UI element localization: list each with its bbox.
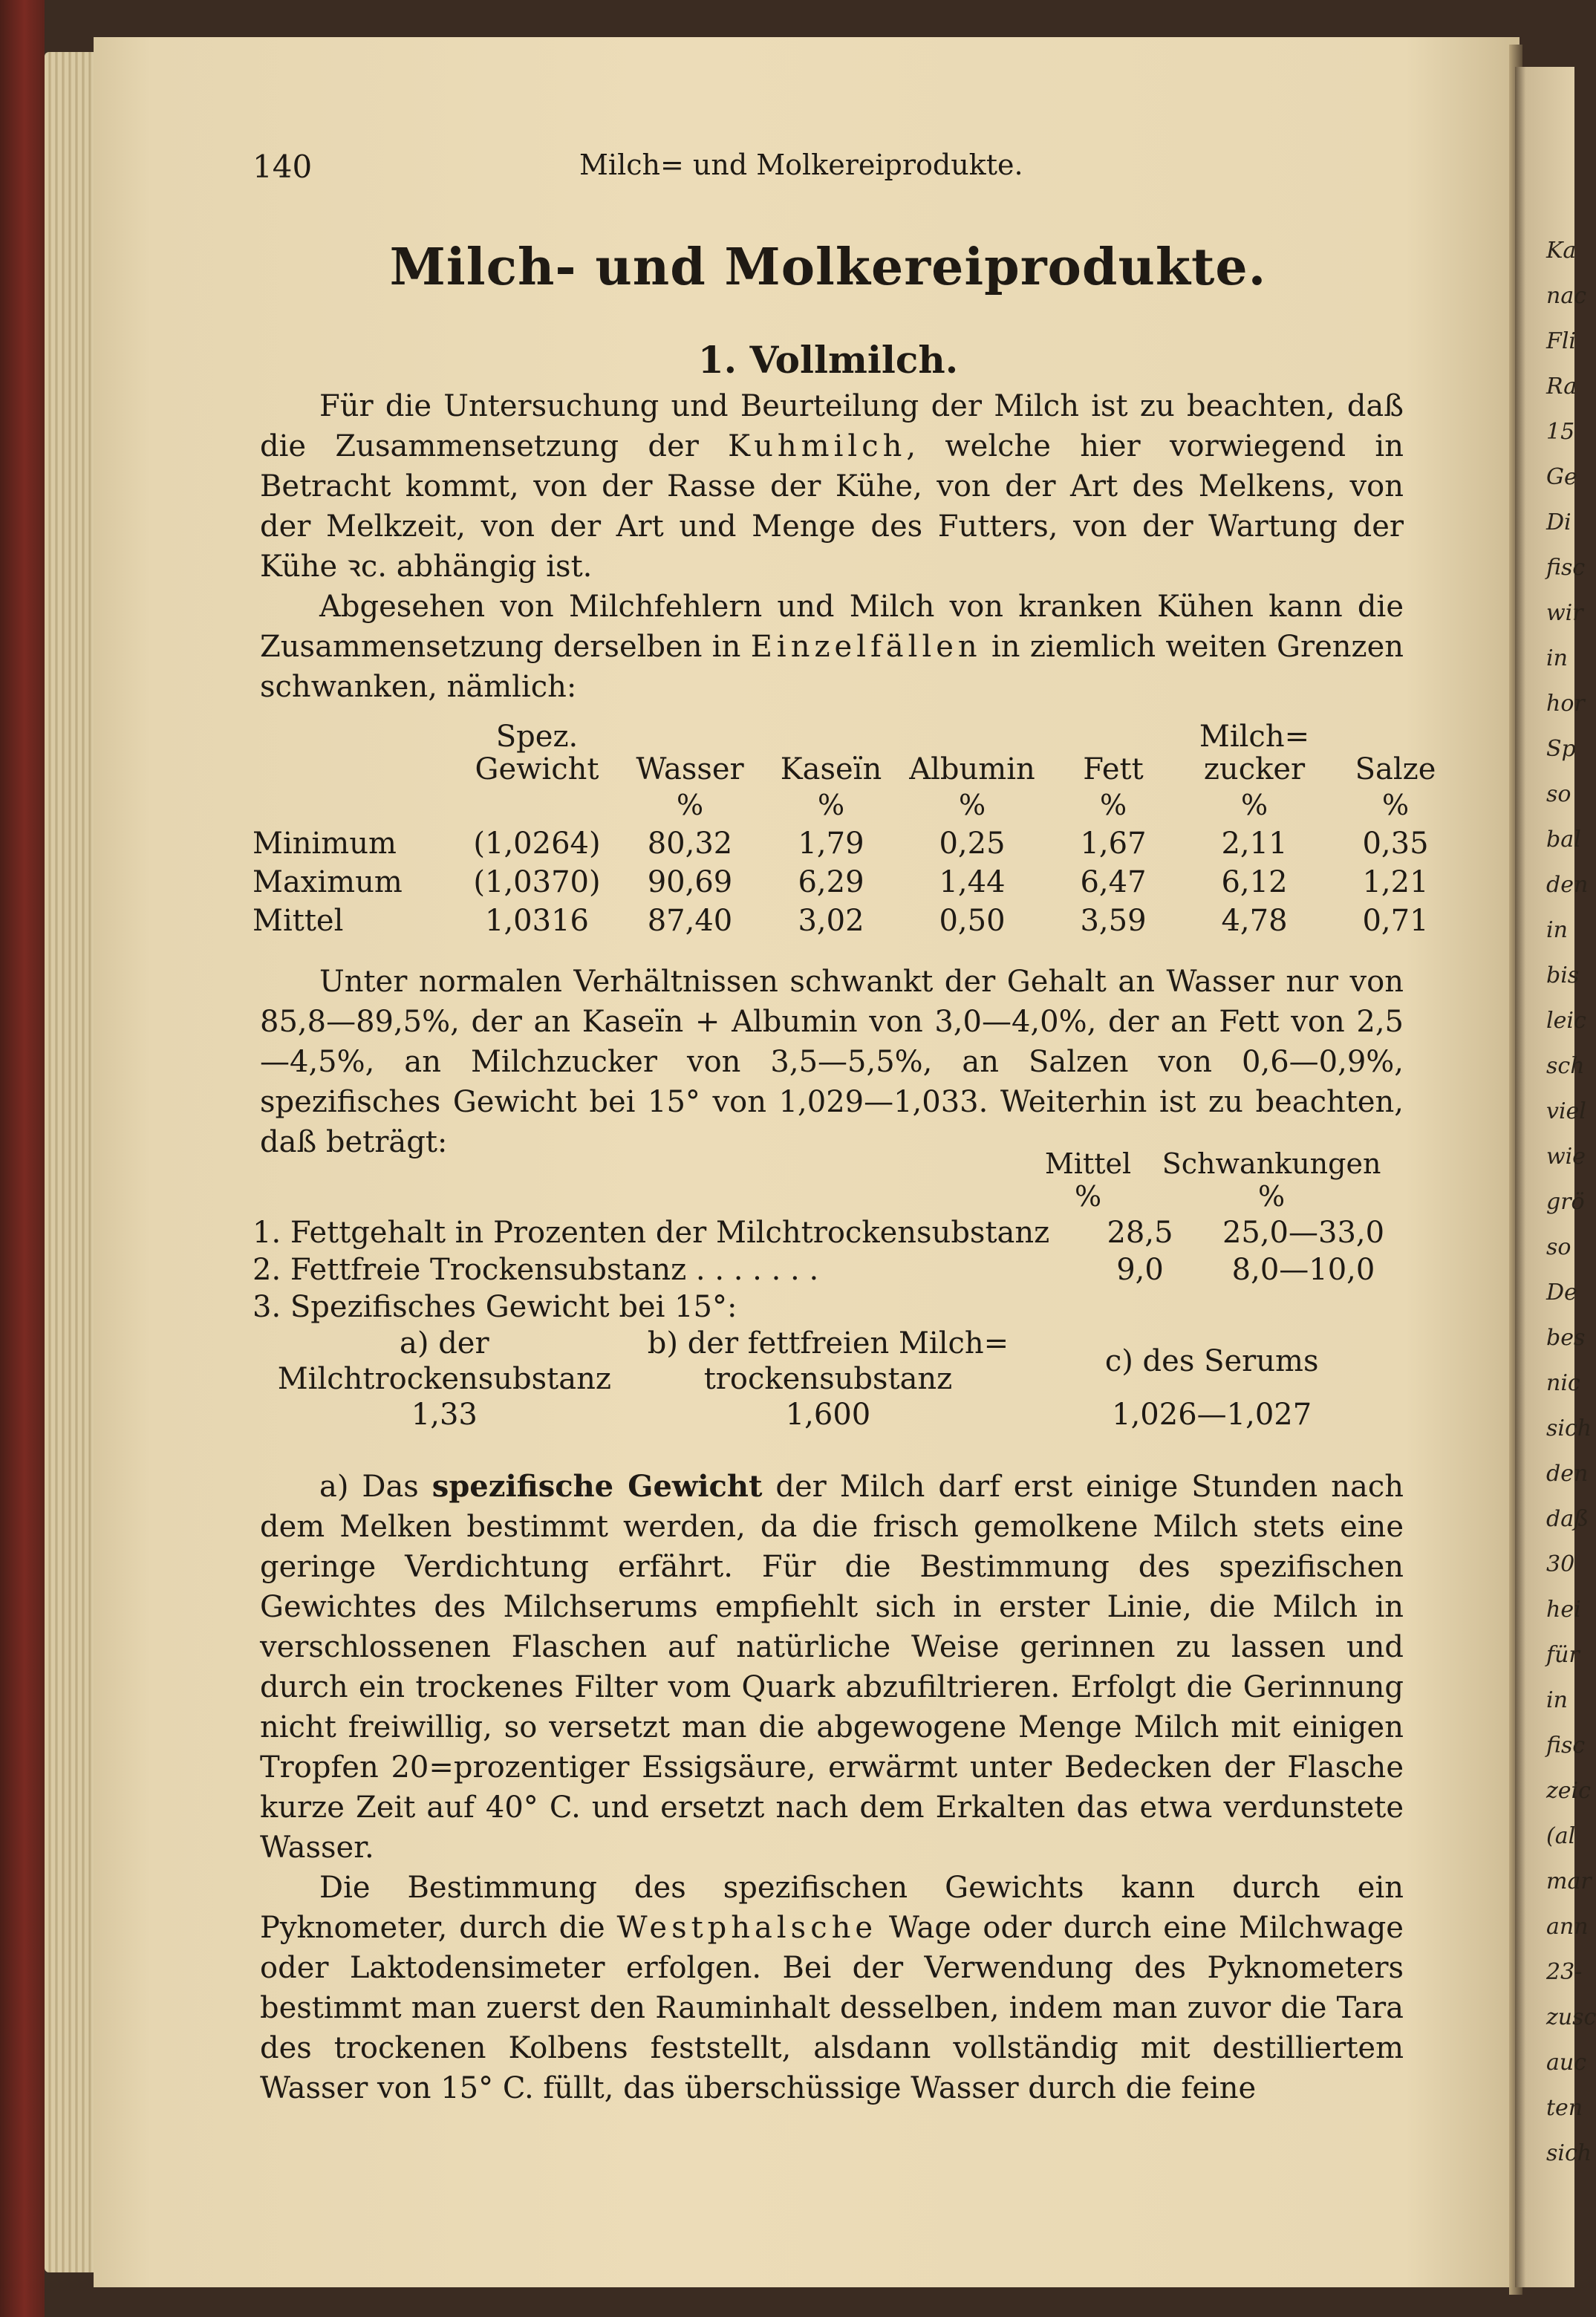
- list-label: 1. Fettgehalt in Prozenten der Milchtrockensubstanz: [253, 1216, 1050, 1250]
- next-page-fragment: in: [1546, 917, 1568, 943]
- spec-value-row: [253, 1397, 1404, 1433]
- next-page-fragment: Ka: [1546, 238, 1577, 264]
- para5-text-b: Wage oder durch eine Milchwage oder Laktodensimeter erfolgen. Bei der Verwendung des Pyknometers bestimmt man zuerst den Rauminhalt desselben, indem man zuvor die Tara des trockenen Kolbens feststellt, alsdann vollständig mit destilliertem Wasser von 15° C. füllt, das überschüssige Wasser durch die feine: [260, 1911, 1404, 2105]
- next-page-fragment: De: [1546, 1280, 1577, 1306]
- table-row: [253, 824, 1466, 863]
- table-cell: 6,29: [798, 865, 864, 899]
- next-page-fragment: auc: [1546, 2050, 1587, 2076]
- row-label: Maximum: [253, 865, 403, 899]
- next-page-fragment: den: [1546, 872, 1589, 898]
- list-item: [253, 1251, 1411, 1288]
- next-page-fragment: zeic: [1546, 1778, 1591, 1804]
- list-header-unit: %: [1074, 1180, 1102, 1213]
- para5-spaced: Westphalsche: [616, 1911, 878, 1945]
- list-range: 25,0—33,0: [1222, 1216, 1385, 1250]
- next-page-fragment: Sp: [1546, 736, 1576, 762]
- table-cell: 87,40: [647, 904, 733, 938]
- list-range: 8,0—10,0: [1231, 1253, 1375, 1287]
- next-page-margin: [1515, 67, 1596, 2287]
- table-cell: 1,79: [798, 827, 864, 861]
- table-cell: 90,69: [647, 865, 733, 899]
- next-page-fragment: bal: [1546, 827, 1581, 853]
- next-page-fragment: leic: [1546, 1008, 1586, 1034]
- para2-text-a: Abgesehen von Milchfehlern und Milch von kranken Kühen kann die Zusammensetzung derselben in: [260, 590, 1404, 664]
- table-cell: 1,21: [1362, 865, 1429, 899]
- table-header: Albumin: [909, 752, 1035, 786]
- next-page-fragment: 30: [1546, 1551, 1575, 1577]
- para2-spaced: Einzelfällen: [750, 630, 982, 664]
- table-header: Spez. Gewicht: [475, 720, 599, 786]
- para2-text-b: in ziemlich weiten Grenzen schwanken, nämlich:: [260, 630, 1404, 704]
- list-item: [253, 1214, 1411, 1251]
- next-page-fragment: (al: [1546, 1823, 1576, 1849]
- table-header: Salze: [1355, 752, 1436, 786]
- para5-text-a: Die Bestimmung des spezifischen Gewichts kann durch ein Pyknometer, durch die: [260, 1871, 1404, 1945]
- table-cell: 0,25: [939, 827, 1006, 861]
- next-page-fragment: hei: [1546, 1597, 1581, 1623]
- next-page-fragment: in: [1546, 1687, 1568, 1713]
- para4-bold: spezifische Gewicht: [431, 1469, 763, 1504]
- next-page-fragment: Di: [1546, 509, 1571, 535]
- next-page-fragment: ann: [1546, 1914, 1589, 1940]
- next-page-fragment: sich: [1546, 2140, 1592, 2166]
- para1-text: Für die Untersuchung und Beurteilung der Milch ist zu beachten, daß die Zusammensetzung der: [260, 389, 1404, 463]
- list-header-mittel: Mittel: [1044, 1147, 1132, 1180]
- next-page-fragment: in: [1546, 645, 1568, 671]
- table-cell: 4,78: [1221, 904, 1288, 938]
- next-page-fragment: daß: [1546, 1506, 1589, 1532]
- table-cell: (1,0370): [473, 865, 601, 899]
- table-unit: %: [1381, 789, 1410, 821]
- next-page-fragment: fisc: [1546, 1733, 1586, 1759]
- next-page-fragment: sch: [1546, 1053, 1585, 1079]
- table-unit: %: [676, 789, 704, 821]
- next-page-fragment: zusc: [1546, 2004, 1596, 2030]
- table-cell: 0,71: [1362, 904, 1429, 938]
- next-page-fragment: Fli: [1546, 328, 1577, 354]
- table-cell: 3,59: [1080, 904, 1147, 938]
- table-cell: 80,32: [647, 827, 733, 861]
- spec-label-row: [253, 1326, 1404, 1397]
- paragraph-specific-gravity: [260, 1467, 1404, 2108]
- next-page-fragment: für: [1546, 1642, 1580, 1668]
- table-unit-row: [253, 786, 1466, 824]
- row-label: Mittel: [253, 904, 344, 938]
- list-mittel: 9,0: [1116, 1253, 1164, 1287]
- table-unit-blank: [253, 786, 455, 824]
- paragraph-intro: [260, 386, 1404, 707]
- table-header: Fett: [1083, 752, 1144, 786]
- table-unit: %: [817, 789, 845, 821]
- next-page-fragment: den: [1546, 1461, 1589, 1487]
- next-page-fragment: Ge: [1546, 464, 1577, 490]
- next-page-fragment: nic: [1546, 1370, 1580, 1396]
- list-label: 3. Spezifisches Gewicht bei 15°:: [253, 1290, 737, 1324]
- book-spine: [0, 0, 45, 2317]
- page-number: 140: [253, 149, 313, 185]
- para4-text-b: der Milch darf erst einige Stunden nach dem Melken bestimmt werden, da die frisch gemolkene Milch stets eine geringe Verdichtung erfährt. Für die Bestimmung des spezifischen Gewichtes des Milchserums empfiehlt sich in erster Linie, die Milch in verschlossenen Flaschen auf natürliche Weise gerinnen zu lassen und durch ein trockenes Filter vom Quark abzufiltrieren. Erfolgt die Gerinnung nicht freiwillig, so versetzt man die abgewogene Menge Milch mit einigen Tropfen 20=prozentiger Essigsäure, erwärmt unter Bedecken der Flasche kurze Zeit auf 40° C. und ersetzt nach dem Erkalten das etwa verdunstete Wasser.: [260, 1470, 1404, 1865]
- next-page-fragment: grö: [1546, 1189, 1585, 1215]
- table-cell: 1,67: [1080, 827, 1147, 861]
- page-edges: [45, 52, 97, 2272]
- next-page-fragment: Ra: [1546, 374, 1577, 400]
- table-cell: 6,47: [1080, 865, 1147, 899]
- next-page-fragment: so: [1546, 781, 1571, 807]
- table-cell: 0,35: [1362, 827, 1429, 861]
- spec-value: 1,33: [411, 1398, 478, 1432]
- next-page-fragment: nac: [1546, 283, 1587, 309]
- table-cell: 1,44: [939, 865, 1006, 899]
- table-header: Kaseïn: [780, 752, 882, 786]
- list-mittel: 28,5: [1107, 1216, 1173, 1250]
- next-page-fragment: fisc: [1546, 555, 1586, 581]
- table-unit: %: [1099, 789, 1127, 821]
- page-header: [253, 149, 1404, 186]
- spec-value: 1,600: [785, 1398, 871, 1432]
- table-unit: [455, 786, 619, 824]
- list-header-unit: %: [1258, 1180, 1286, 1213]
- table-unit: %: [958, 789, 986, 821]
- list-item: [253, 1288, 1411, 1326]
- fat-list: [253, 1214, 1411, 1326]
- table-cell: 0,50: [939, 904, 1006, 938]
- running-head: Milch= und Molkereiprodukte.: [579, 149, 1023, 181]
- next-page-fragment: wir: [1546, 600, 1583, 626]
- spec-label: c) des Serums: [1104, 1344, 1319, 1378]
- spec-label: a) der Milchtrockensubstanz: [277, 1326, 611, 1396]
- table-row: [253, 902, 1466, 940]
- next-page-fragment: bes: [1546, 1325, 1586, 1351]
- list-header-schwankungen: Schwankungen: [1162, 1147, 1381, 1180]
- table-header-blank: [253, 720, 455, 786]
- list-header: [1025, 1147, 1383, 1213]
- next-page-fragment: bis: [1546, 962, 1580, 988]
- spec-value: 1,026—1,027: [1112, 1398, 1312, 1432]
- table-header-row: [253, 720, 1466, 786]
- para1-rest: , welche hier vorwiegend in Betracht kommt, von der Rasse der Kühe, von der Art des Melkens, von der Melkzeit, von der Art und Menge des Futters, von der Wartung der Kühe ꝛc. abhängig ist.: [260, 429, 1404, 584]
- list-mittel: [1084, 1288, 1196, 1326]
- spec-label: b) der fettfreien Milch= trockensubstanz: [647, 1326, 1009, 1396]
- next-page-fragment: ten: [1546, 2095, 1583, 2121]
- section-title: 1. Vollmilch.: [697, 338, 959, 382]
- row-label: Minimum: [253, 827, 397, 861]
- para4-text-a: a) Das: [319, 1470, 419, 1504]
- table-header: Wasser: [636, 752, 744, 786]
- next-page-fragment: 23-: [1546, 1959, 1583, 1985]
- next-page-fragment: sich: [1546, 1415, 1592, 1441]
- page-title: Milch- und Molkereiprodukte.: [389, 238, 1267, 297]
- para3-text: Unter normalen Verhältnissen schwankt der Gehalt an Wasser nur von 85,8—89,5%, der an Kaseïn + Albumin von 3,0—4,0%, der an Fett von 2,5—4,5%, an Milchzucker von 3,5—5,5%, an Salzen von 0,6—0,9%, spezifisches Gewicht bei 15° von 1,029—1,033. Weiterhin ist zu beachten, daß beträgt:: [260, 965, 1404, 1159]
- list-range: [1196, 1288, 1411, 1326]
- para1-spaced: Kuhmilch: [728, 429, 907, 463]
- next-page-fragment: mar: [1546, 1868, 1592, 1894]
- list-label: 2. Fettfreie Trockensubstanz . . . . . . .: [253, 1253, 819, 1287]
- table-cell: (1,0264): [473, 827, 601, 861]
- table-cell: 1,0316: [485, 904, 589, 938]
- table-header: Milch= zucker: [1199, 720, 1310, 786]
- paragraph-normal-ranges: [260, 962, 1404, 1162]
- table-cell: 2,11: [1221, 827, 1288, 861]
- composition-table: [253, 720, 1466, 940]
- next-page-fragment: 15: [1546, 419, 1575, 445]
- specific-gravity-table: [253, 1326, 1404, 1433]
- next-page-fragment: so: [1546, 1234, 1571, 1260]
- next-page-fragment: wie: [1546, 1144, 1586, 1170]
- table-unit: %: [1240, 789, 1268, 821]
- table-cell: 6,12: [1221, 865, 1288, 899]
- table-row: [253, 863, 1466, 902]
- next-page-fragment: hor: [1546, 691, 1585, 717]
- next-page-fragment: viel: [1546, 1098, 1586, 1124]
- table-cell: 3,02: [798, 904, 864, 938]
